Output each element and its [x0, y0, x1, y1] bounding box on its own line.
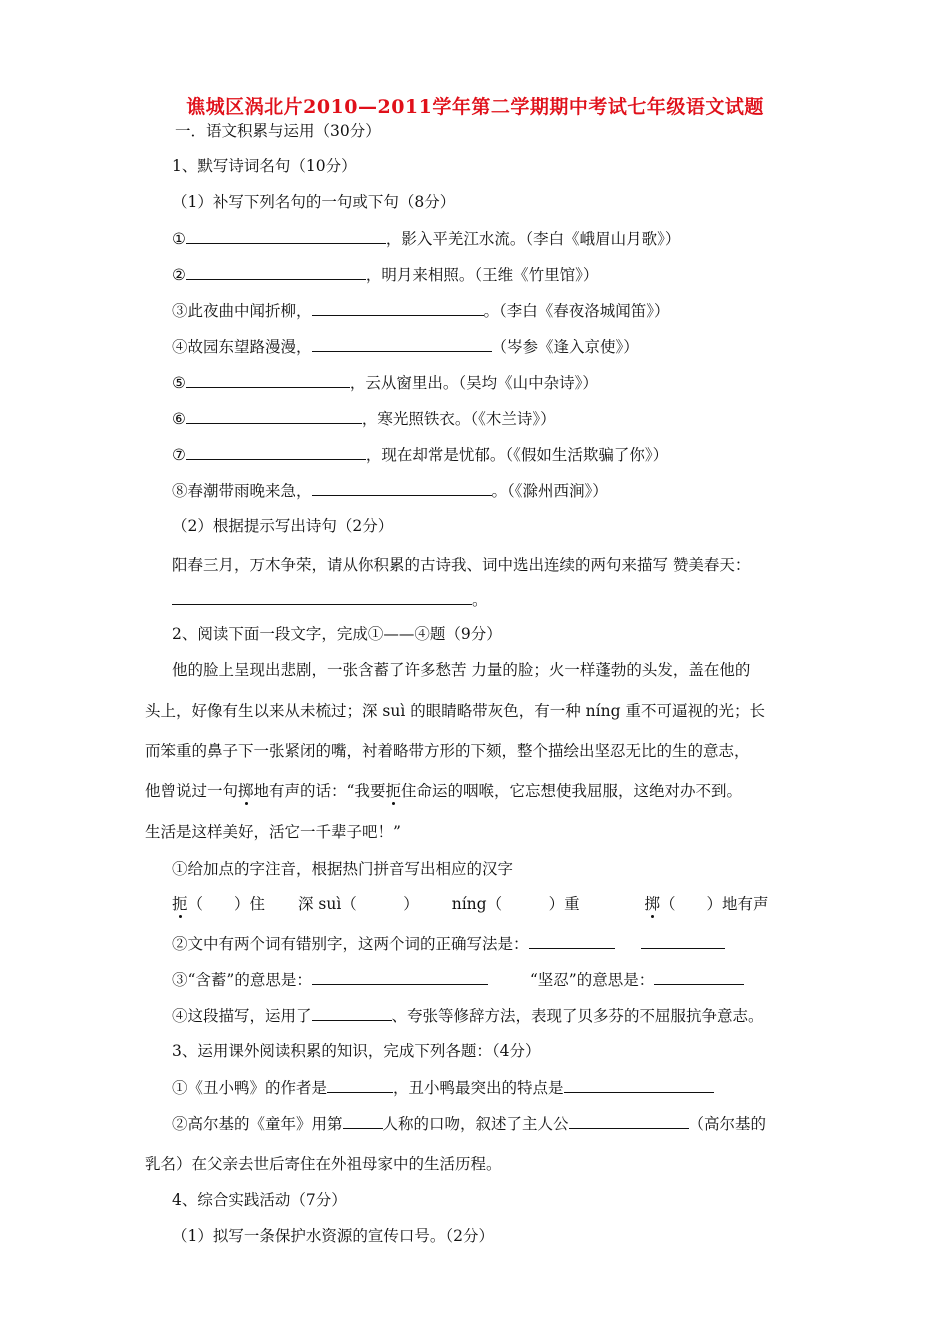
- fill-item-2: ② ，明月来相照。（王维《竹里馆》）: [172, 263, 805, 286]
- question-1-sub2-text: 阳春三月，万木争荣，请从你积累的古诗我、词中选出连续的两句来描写 赞美春天：: [172, 556, 751, 574]
- question-1-sub1: （1）补写下列名句的一句或下句（8分）: [172, 193, 456, 211]
- question-1-heading: 1、默写诗词名句（10分）: [172, 157, 357, 175]
- question-3-sub2: ②高尔基的《童年》用第 人称的口吻，叙述了主人公 （高尔基的: [172, 1112, 805, 1135]
- answer-blank[interactable]: [172, 588, 472, 605]
- dotted-char: 掷: [238, 782, 254, 800]
- question-3-heading: 3、运用课外阅读积累的知识，完成下列各题：（4分）: [172, 1042, 541, 1060]
- answer-blank[interactable]: [312, 299, 484, 316]
- answer-blank[interactable]: [186, 371, 350, 388]
- passage-line-1: 他的脸上呈现出悲剧，一张含蓄了许多愁苦 力量的脸；火一样蓬勃的头发，盖在他的: [172, 661, 751, 679]
- passage-line-4: 他曾说过一句掷地有声的话：“我要扼住命运的咽喉，它忘想使我屈服，这绝对办不到。: [145, 782, 742, 800]
- passage-line-5: 生活是这样美好，活它一千辈子吧！”: [145, 823, 401, 841]
- question-1-sub2-answer: 。: [172, 588, 805, 611]
- answer-blank[interactable]: [312, 1004, 392, 1021]
- fill-item-5: ⑤ ，云从窗里出。（吴均《山中杂诗》）: [172, 371, 805, 394]
- question-2-sub3: ③“含蓄”的意思是： “坚忍”的意思是：: [172, 968, 805, 991]
- fill-item-6: ⑥ ，寒光照铁衣。（《木兰诗》）: [172, 407, 805, 430]
- dotted-char: 扼: [385, 782, 401, 800]
- section-heading: 一．语文积累与运用（30分）: [175, 122, 381, 140]
- answer-blank[interactable]: [312, 968, 488, 985]
- question-2-heading: 2、阅读下面一段文字，完成①——④题（9分）: [172, 625, 502, 643]
- answer-blank[interactable]: [312, 479, 492, 496]
- question-3-sub1: ①《丑小鸭》的作者是 ，丑小鸭最突出的特点是: [172, 1076, 805, 1099]
- question-1-sub2: （2）根据提示写出诗句（2分）: [172, 517, 394, 535]
- answer-blank[interactable]: [654, 968, 744, 985]
- dotted-char: 掷: [644, 895, 661, 913]
- pinyin-row: 扼（ ）住 深 suì（ ） níng（ ）重 掷（ ）地有声: [172, 895, 769, 913]
- answer-blank[interactable]: [327, 1076, 393, 1093]
- fill-item-3: ③此夜曲中闻折柳， 。（李白《春夜洛城闻笛》）: [172, 299, 805, 322]
- answer-blank[interactable]: [186, 227, 386, 244]
- fill-item-4: ④故园东望路漫漫， （岑参《逢入京使》）: [172, 335, 805, 358]
- fill-item-7: ⑦ ，现在却常是忧郁。（《假如生活欺骗了你》）: [172, 443, 805, 466]
- answer-blank[interactable]: [343, 1112, 383, 1129]
- answer-blank[interactable]: [564, 1076, 714, 1093]
- dotted-char: 扼: [172, 895, 188, 913]
- answer-blank[interactable]: [569, 1112, 689, 1129]
- question-3-sub2-continued: 乳名）在父亲去世后寄住在外祖母家中的生活历程。: [145, 1155, 502, 1173]
- answer-blank[interactable]: [186, 407, 362, 424]
- answer-blank[interactable]: [186, 443, 366, 460]
- passage-line-3: 而笨重的鼻子下一张紧闭的嘴，衬着略带方形的下颏，整个描绘出坚忍无比的生的意志，: [145, 742, 750, 760]
- question-4-heading: 4、综合实践活动（7分）: [172, 1191, 347, 1209]
- passage-line-2: 头上，好像有生以来从未梳过；深 suì 的眼睛略带灰色，有一种 níng 重不可逼视的光；长: [145, 702, 765, 720]
- answer-blank[interactable]: [641, 932, 725, 949]
- question-2-sub2: ②文中有两个词有错别字，这两个词的正确写法是：: [172, 932, 805, 955]
- question-2-sub1: ①给加点的字注音，根据热门拼音写出相应的汉字: [172, 860, 514, 878]
- fill-item-1: ① ，影入平羌江水流。（李白《峨眉山月歌》）: [172, 227, 805, 250]
- page-title: 谯城区涡北片2010—2011学年第二学期期中考试七年级语文试题: [186, 96, 764, 118]
- question-2-sub4: ④这段描写，运用了 、夸张等修辞方法，表现了贝多芬的不屈服抗争意志。: [172, 1004, 805, 1027]
- answer-blank[interactable]: [529, 932, 615, 949]
- question-4-sub1: （1）拟写一条保护水资源的宣传口号。（2分）: [172, 1227, 494, 1245]
- answer-blank[interactable]: [186, 263, 366, 280]
- fill-item-8: ⑧春潮带雨晚来急， 。（《滁州西涧》）: [172, 479, 805, 502]
- answer-blank[interactable]: [312, 335, 492, 352]
